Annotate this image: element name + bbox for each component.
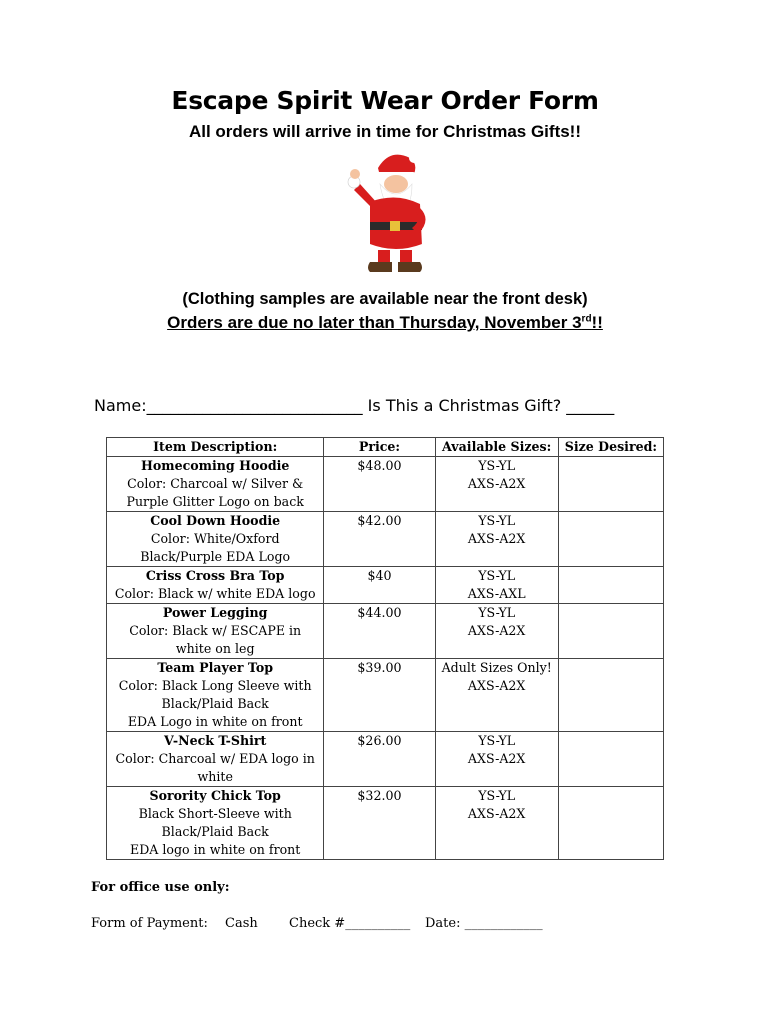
available-size: YS-YL bbox=[478, 513, 516, 528]
available-sizes-cell bbox=[435, 512, 558, 567]
office-use-label: For office use only: bbox=[91, 880, 230, 895]
item-name: V-Neck T-Shirt bbox=[163, 733, 267, 748]
available-size: YS-YL bbox=[478, 605, 516, 620]
item-description-cell bbox=[107, 567, 324, 604]
item-description-cell bbox=[107, 512, 324, 567]
cash-option[interactable]: Cash bbox=[225, 916, 258, 931]
available-size: YS-YL bbox=[478, 458, 516, 473]
samples-notice: (Clothing samples are available near the front desk) bbox=[182, 290, 588, 308]
table-row bbox=[107, 659, 664, 732]
available-size: AXS-A2X bbox=[467, 806, 526, 821]
available-sizes-cell bbox=[435, 732, 558, 787]
item-detail: Color: Black w/ white EDA logo bbox=[114, 586, 316, 601]
item-price: $26.00 bbox=[324, 732, 435, 787]
available-sizes-cell bbox=[435, 604, 558, 659]
available-sizes-cell bbox=[435, 787, 558, 860]
item-detail: Color: Black Long Sleeve with bbox=[118, 678, 312, 693]
table-row bbox=[107, 604, 664, 659]
size-desired-field[interactable] bbox=[558, 604, 663, 659]
size-desired-field[interactable] bbox=[558, 732, 663, 787]
payment-row bbox=[91, 916, 543, 1006]
item-description-cell bbox=[107, 732, 324, 787]
available-size: AXS-A2X bbox=[467, 623, 526, 638]
item-price: $42.00 bbox=[324, 512, 435, 567]
santa-claus-icon bbox=[340, 150, 430, 275]
item-detail: Black/Purple EDA Logo bbox=[140, 549, 291, 564]
table-row bbox=[107, 732, 664, 787]
available-size: YS-YL bbox=[478, 733, 516, 748]
item-name: Team Player Top bbox=[157, 660, 274, 675]
available-sizes-cell bbox=[435, 659, 558, 732]
item-detail: EDA logo in white on front bbox=[130, 842, 301, 857]
due-date-main: Orders are due no later than Thursday, November 3 bbox=[167, 313, 582, 332]
header-price: Price: bbox=[324, 438, 435, 457]
size-desired-field[interactable] bbox=[558, 567, 663, 604]
item-detail: Black Short-Sleeve with bbox=[138, 806, 292, 821]
item-detail: Color: Charcoal w/ EDA logo in bbox=[115, 751, 315, 766]
item-description-cell bbox=[107, 659, 324, 732]
item-name: Cool Down Hoodie bbox=[150, 513, 281, 528]
item-detail: white bbox=[197, 769, 233, 784]
size-desired-field[interactable] bbox=[558, 457, 663, 512]
item-detail: Purple Glitter Logo on back bbox=[126, 494, 304, 509]
available-size: YS-YL bbox=[478, 568, 516, 583]
table-row bbox=[107, 512, 664, 567]
size-desired-field[interactable] bbox=[558, 659, 663, 732]
due-date-ordinal: rd bbox=[581, 313, 592, 325]
available-size: AXS-AXL bbox=[467, 586, 526, 601]
size-desired-field[interactable] bbox=[558, 787, 663, 860]
header-available-sizes: Available Sizes: bbox=[435, 438, 558, 457]
item-name: Criss Cross Bra Top bbox=[145, 568, 285, 583]
item-description-cell bbox=[107, 457, 324, 512]
available-size: AXS-A2X bbox=[467, 678, 526, 693]
item-price: $32.00 bbox=[324, 787, 435, 860]
due-date-text bbox=[167, 313, 603, 332]
available-sizes-cell bbox=[435, 567, 558, 604]
table-header-row bbox=[107, 438, 664, 457]
item-price: $44.00 bbox=[324, 604, 435, 659]
page-title: Escape Spirit Wear Order Form bbox=[171, 86, 599, 115]
item-price: $48.00 bbox=[324, 457, 435, 512]
item-description-cell bbox=[107, 604, 324, 659]
header-size-desired: Size Desired: bbox=[558, 438, 663, 457]
table-row bbox=[107, 457, 664, 512]
name-gift-line[interactable]: Name:___________________________ Is This a Christmas Gift? ______ bbox=[94, 396, 615, 415]
available-size: Adult Sizes Only! bbox=[441, 660, 552, 675]
order-rows bbox=[107, 457, 664, 860]
item-description-cell bbox=[107, 787, 324, 860]
item-name: Sorority Chick Top bbox=[149, 788, 281, 803]
item-detail: EDA Logo in white on front bbox=[127, 714, 303, 729]
item-price: $39.00 bbox=[324, 659, 435, 732]
due-date-notice bbox=[0, 313, 770, 333]
item-name: Power Legging bbox=[162, 605, 268, 620]
item-detail: Color: Black w/ ESCAPE in bbox=[129, 623, 302, 638]
table-row bbox=[107, 787, 664, 860]
item-detail: Black/Plaid Back bbox=[161, 824, 269, 839]
table-row bbox=[107, 567, 664, 604]
available-size: AXS-A2X bbox=[467, 751, 526, 766]
item-detail: Color: Charcoal w/ Silver & bbox=[127, 476, 304, 491]
available-size: YS-YL bbox=[478, 788, 516, 803]
order-table bbox=[106, 437, 664, 860]
size-desired-field[interactable] bbox=[558, 512, 663, 567]
available-size: AXS-A2X bbox=[467, 476, 526, 491]
due-date-end: !! bbox=[591, 313, 603, 332]
page-subtitle: All orders will arrive in time for Christmas Gifts!! bbox=[188, 122, 582, 141]
item-name: Homecoming Hoodie bbox=[140, 458, 290, 473]
date-field[interactable]: Date: ____________ bbox=[425, 916, 543, 931]
payment-label: Form of Payment: bbox=[91, 916, 208, 931]
check-number-field[interactable]: Check #__________ bbox=[289, 916, 411, 931]
item-detail: Black/Plaid Back bbox=[161, 696, 269, 711]
header-item-description: Item Description: bbox=[107, 438, 324, 457]
available-size: AXS-A2X bbox=[467, 531, 526, 546]
item-detail: white on leg bbox=[175, 641, 255, 656]
item-price: $40 bbox=[324, 567, 435, 604]
available-sizes-cell bbox=[435, 457, 558, 512]
item-detail: Color: White/Oxford bbox=[150, 531, 280, 546]
